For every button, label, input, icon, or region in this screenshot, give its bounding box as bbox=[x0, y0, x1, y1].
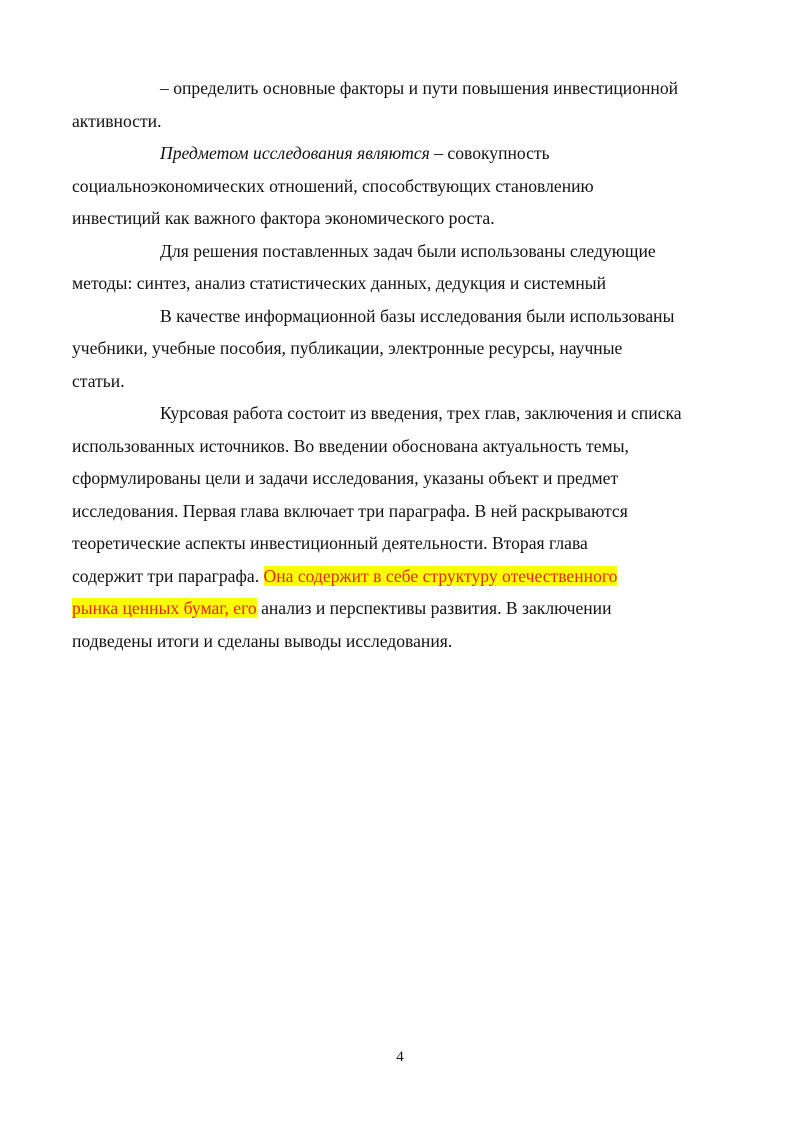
paragraph-line: – определить основные факторы и пути повышения инвестиционной bbox=[160, 78, 679, 98]
paragraph-line: теоретические аспекты инвестиционный деятельности. Вторая глава bbox=[72, 533, 588, 553]
paragraph-line: Курсовая работа состоит из введения, трех глав, заключения и списка bbox=[160, 403, 682, 423]
paragraph-line: В качестве информационной базы исследования были использованы bbox=[160, 305, 675, 326]
paragraph-info-base bbox=[72, 300, 718, 398]
paragraph-line: сформулированы цели и задачи исследования, указаны объект и предмет bbox=[72, 468, 619, 488]
paragraph-line: социальноэкономических отношений, способствующих становлению bbox=[72, 175, 594, 196]
highlighted-text: Она содержит в себе структуру отечественного bbox=[263, 565, 618, 586]
body-text bbox=[72, 72, 718, 657]
paragraph-goal bbox=[72, 72, 718, 137]
paragraph-line: подведены итоги и сделаны выводы исследования. bbox=[72, 630, 453, 651]
paragraph-line: статьи. bbox=[72, 370, 125, 391]
paragraph-line: исследования. Первая глава включает три параграфа. В ней раскрываются bbox=[72, 500, 628, 521]
paragraph-line: инвестиций как важного фактора экономического роста. bbox=[72, 208, 495, 228]
paragraph-line: анализ и перспективы развития. В заключении bbox=[256, 598, 612, 618]
paragraph-structure bbox=[72, 397, 718, 657]
paragraph-line: учебники, учебные пособия, публикации, электронные ресурсы, научные bbox=[72, 338, 623, 358]
paragraph-line: содержит три параграфа. bbox=[72, 565, 264, 586]
highlighted-text: рынка ценных бумаг, его bbox=[72, 598, 257, 618]
paragraph-methods bbox=[72, 235, 718, 300]
paragraph-subject bbox=[72, 137, 718, 235]
paragraph-line: Для решения поставленных задач были использованы следующие bbox=[160, 240, 656, 261]
page-number: 4 bbox=[396, 1049, 404, 1065]
paragraph-line: активности. bbox=[72, 110, 162, 131]
paragraph-line: использованных источников. Во введении обоснована актуальность темы, bbox=[72, 435, 629, 456]
paragraph-line: – совокупность bbox=[429, 143, 550, 163]
italic-lead: Предметом исследования являются bbox=[160, 143, 430, 163]
paragraph-line: методы: синтез, анализ статистических данных, дедукция и системный bbox=[72, 273, 607, 293]
